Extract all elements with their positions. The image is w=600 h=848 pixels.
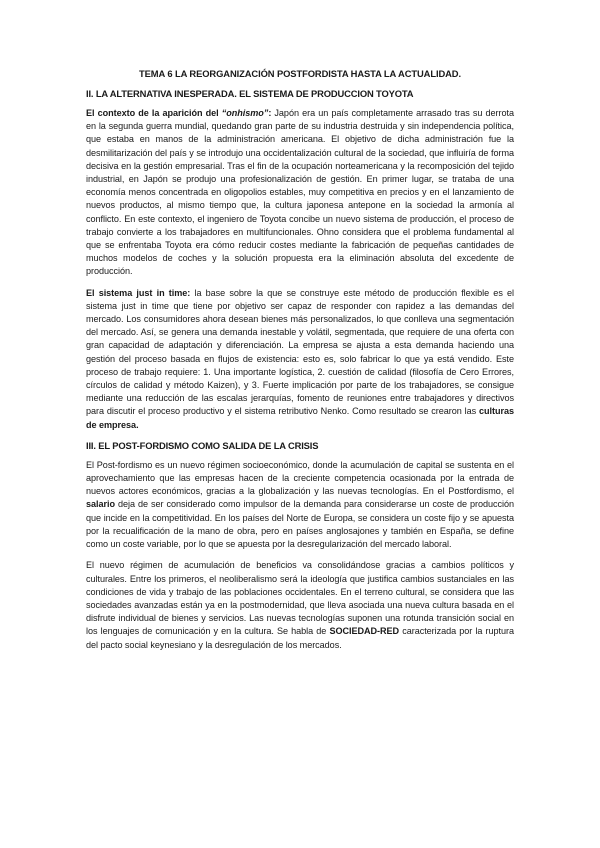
paragraph-lead-quoted: “onhismo” <box>221 108 269 118</box>
paragraph-text: El Post-fordismo es un nuevo régimen socioeconómico, donde la acumulación de capital se sustenta en el aprovechamiento que las empresas hacen de la creciente competencia ocasionada por la entrada de nuevos actores económicos, gracias a la globalización y las nuevas tecnologías. En el Postfordismo, el <box>86 459 514 497</box>
bold-term: SOCIEDAD-RED <box>329 626 400 637</box>
bold-term: salario <box>86 499 115 510</box>
paragraph-lead-colon: : <box>268 108 272 118</box>
document-title: TEMA 6 LA REORGANIZACIÓN POSTFORDISTA HASTA LA ACTUALIDAD. <box>139 68 461 79</box>
paragraph-just-in-time <box>86 287 514 432</box>
paragraph-lead: El contexto de la aparición del <box>86 108 222 118</box>
paragraph-text: la base sobre la que se construye este método de producción flexible es el sistema just in time que tiene por objetivo ser capaz de responder con rapidez a las demandas del mercado. Los consumidores ahora desean bienes más personalizados, lo que conlleva una segmentación del mercado. Así, se genera una demanda inestable y volátil, segmentada, que requiere de una oferta con gran capacidad de adaptación y diferenciación. La empresa se ajusta a esta demanda haciendo una gestión del proceso basada en flujos de existencia: esto es, solo fabricar lo que ya está vendido. Este proceso de trabajo requiere: 1. Una importante logística, 2. cuestión de calidad (filosofía de Cero Errores, círculos de calidad y método Kaizen), y 3. Fuerte implicación por parte de los trabajadores, se consigue mediante una reducción de las escalas jerarquías, fomento de reuniones entre trabajadores y directivos para discutir el proceso productivo y el sistema retributivo Nenko. Como resultado se crearon las <box>86 287 514 417</box>
paragraph-text: deja de ser considerado como impulsor de la demanda para considerarse un coste de producción que incide en la competitividad. En los países del Norte de Europa, se considera un coste fijo y se apuesta por la recualificación de la mano de obra, pero en países anglosajones y también en España, se define como un coste variable, por lo que se apuesta por la desregularización del mercado laboral. <box>86 499 514 550</box>
document-content <box>86 68 514 660</box>
paragraph-lead: El sistema just in time: <box>86 287 191 298</box>
paragraph-text: Japón era un país completamente arrasado tras su derrota en la segunda guerra mundial, quedando gran parte de su industria destruida y sin independencia política, que estaba en manos de la administración americana. El objetivo de dicha administración fue la desmilitarización del país y se introdujo una occidentalización cultural de la sociedad, que influiría de forma decisiva en la gestión empresarial. Tras el fin de la ocupación norteamericana y la recomposición del tejido industrial, en Japón se produjo una profesionalización de gestión. En primer lugar, se trataba de una economía menos concentrada en oligopolios estables, muy competitiva en precios y en el lanzamiento de nuevos productos, al mismo tiempo que, la cultura japonesa antepone en la sociedad la armonía al conflicto. En este contexto, el ingeniero de Toyota concibe un nuevo sistema de producción, el proceso de trabajo convierte a los trabajadores en multifuncionales. Ohno considera que el problema fundamental al que se enfrentaba Toyota era cómo reducir costes mediante la fabricación de pequeñas cantidades de muchos modelos de coches y la solución propuesta era la eliminación absoluta del excedente de producción. <box>86 108 514 277</box>
paragraph-text: caracterizada por la ruptura del pacto social keynesiano y la desregulación de los mercados. <box>86 626 514 650</box>
bold-term: culturas de empresa <box>86 406 514 430</box>
section-heading-toyota: II. LA ALTERNATIVA INESPERADA. EL SISTEMA DE PRODUCCION TOYOTA <box>86 88 414 99</box>
paragraph-end: . <box>136 419 139 430</box>
paragraph-postfordismo <box>86 459 514 551</box>
paragraph-regimen-acumulacion <box>86 559 514 651</box>
section-heading-postfordismo: III. EL POST-FORDISMO COMO SALIDA DE LA CRISIS <box>86 439 319 451</box>
paragraph-text: El nuevo régimen de acumulación de beneficios va consolidándose gracias a cambios políticos y culturales. Entre los primeros, el neoliberalismo será la ideología que justifica cambios sustanciales en las condiciones de vida y trabajo de las poblaciones occidentales. En el terreno cultural, se considera que las sociedades avanzadas están ya en la postmodernidad, que lleva asociada una nueva cultura basada en el disfrute individual de bienes y servicios. Las nuevas tecnologías suponen una rotunda transición social en los lenguajes de comunicación y en la cultura. Se habla de <box>86 560 514 637</box>
paragraph-onhismo-context <box>86 107 514 279</box>
